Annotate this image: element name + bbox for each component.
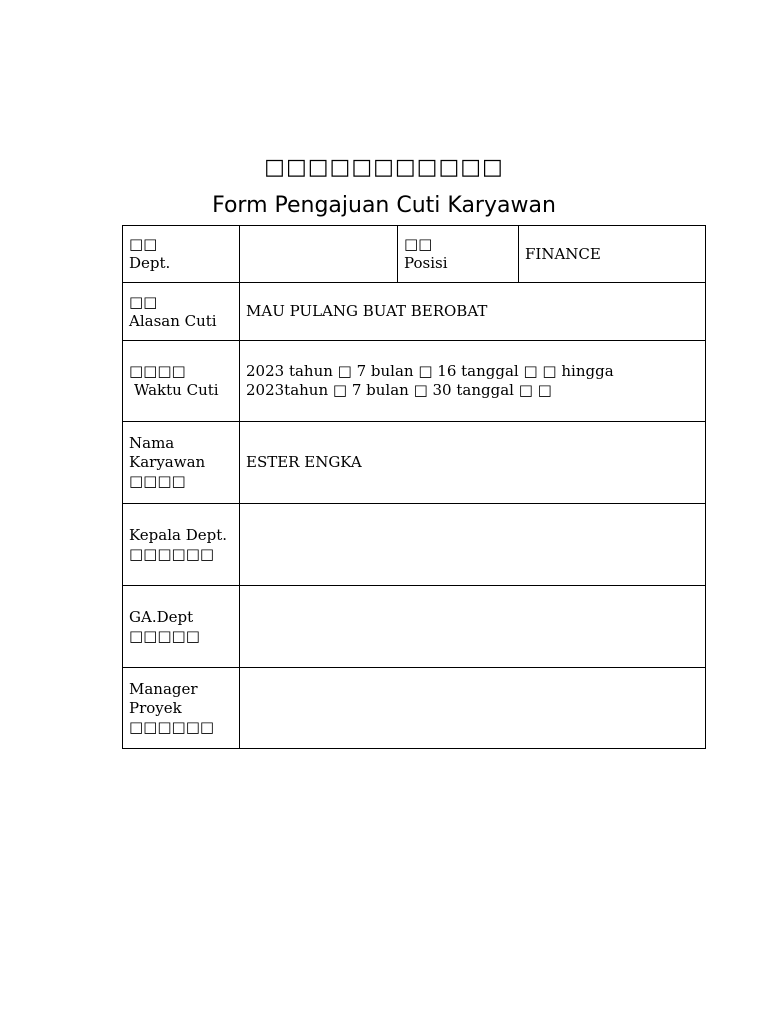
- kepala-signature-field[interactable]: [240, 504, 706, 586]
- dept-label-cjk: □□: [129, 235, 158, 253]
- posisi-value: FINANCE: [525, 244, 601, 263]
- nama-label-line-2: Karyawan: [129, 453, 206, 471]
- nama-value-field[interactable]: [240, 422, 706, 504]
- alasan-value: MAU PULANG BUAT BEROBAT: [246, 302, 488, 320]
- form-title: Form Pengajuan Cuti Karyawan: [212, 193, 556, 218]
- alasan-value-field[interactable]: [240, 283, 706, 341]
- dept-label: Dept.: [129, 254, 171, 272]
- manager-label-line-1: Manager: [129, 679, 198, 698]
- ga-label-cell: [123, 586, 240, 668]
- posisi-value-field[interactable]: [519, 226, 706, 283]
- waktu-label-cjk: □□□□: [129, 362, 186, 380]
- nama-label-cell: [123, 422, 240, 504]
- waktu-value-field[interactable]: [240, 341, 706, 422]
- kepala-label-cell: [123, 504, 240, 586]
- manager-label-cell: [123, 668, 240, 749]
- kepala-label: Kepala Dept.: [129, 525, 228, 544]
- nama-label-cjk: □□□□: [129, 472, 186, 490]
- waktu-line-2: 2023tahun □ 7 bulan □ 30 tanggal □ □: [246, 381, 552, 399]
- posisi-label-cell: [398, 226, 519, 283]
- ga-label: GA.Dept: [129, 607, 194, 626]
- nama-label-line-1: Nama: [129, 434, 175, 452]
- row-ga-dept: [123, 586, 706, 668]
- row-waktu: [123, 341, 706, 422]
- waktu-label-cell: [123, 341, 240, 422]
- row-nama: [123, 422, 706, 504]
- posisi-label-cjk: □□: [404, 235, 433, 253]
- form-title-cjk: □□□□□□□□□□□: [264, 155, 504, 180]
- row-kepala-dept: [123, 504, 706, 586]
- row-dept-posisi: [123, 226, 706, 283]
- posisi-label: Posisi: [404, 254, 448, 272]
- manager-signature-field[interactable]: [240, 668, 706, 749]
- row-alasan: [123, 283, 706, 341]
- kepala-label-cjk: □□□□□□: [129, 544, 215, 563]
- manager-label-cjk: □□□□□□: [129, 717, 215, 736]
- dept-value-field[interactable]: [240, 226, 398, 283]
- leave-form-table: [122, 225, 706, 749]
- alasan-label-cjk: □□: [129, 292, 158, 311]
- nama-value: ESTER ENGKA: [246, 453, 362, 471]
- waktu-label: Waktu Cuti: [134, 381, 219, 399]
- waktu-line-1: 2023 tahun □ 7 bulan □ 16 tanggal □ □ hingga: [246, 362, 614, 380]
- manager-label-line-2: Proyek: [129, 698, 182, 717]
- row-manager: [123, 668, 706, 749]
- ga-signature-field[interactable]: [240, 586, 706, 668]
- alasan-label-cell: [123, 283, 240, 341]
- ga-label-cjk: □□□□□: [129, 626, 200, 645]
- dept-label-cell: [123, 226, 240, 283]
- alasan-label: Alasan Cuti: [129, 311, 217, 330]
